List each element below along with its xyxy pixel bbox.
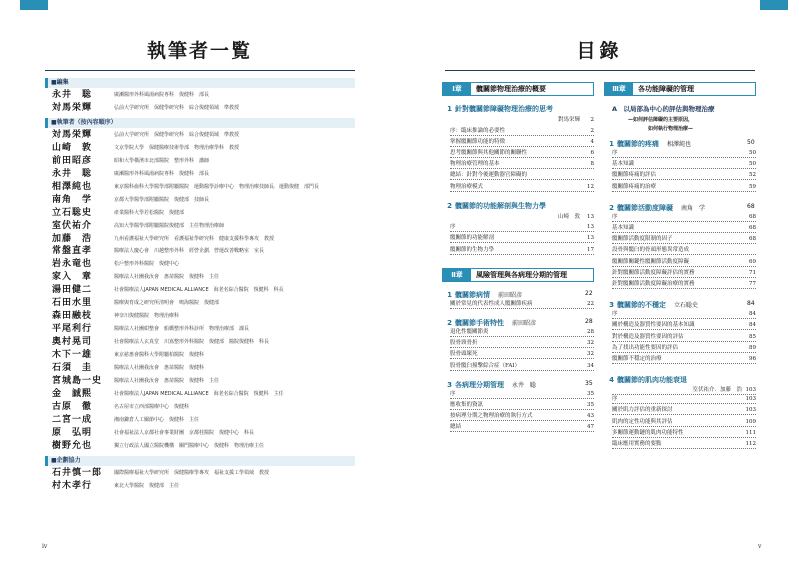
toc-entry [612, 246, 756, 255]
toc-entry [450, 423, 594, 432]
toc-entry [450, 160, 594, 169]
contributor-row [52, 168, 352, 180]
toc-entry-title: 關於常見的代表性成人髖關節疾病 [450, 300, 533, 307]
page-number-right: v [758, 543, 762, 550]
toc-entry-title: 股骨頸骨折 [450, 340, 478, 347]
chapter-number: Ⅲ章 [605, 82, 633, 96]
toc-entry [450, 138, 594, 147]
toc-entry-title: 股骨髖臼撞擊綜合症（FAI） [450, 362, 520, 369]
section-title [442, 289, 593, 300]
author-name: 對馬栄輝 [557, 117, 580, 123]
contributor-affiliation: 東京醫科齒科大學醫學部附屬醫院 運動醫學診療中心 物理治療技師長．運動復健 部門長 [114, 183, 320, 190]
toc-entry-page: 32 [587, 340, 594, 347]
toc-entry-title: 髖關節活動度限制的因子 [612, 236, 673, 243]
author-name: 前田昭彦 [498, 291, 523, 299]
toc-entry-page: 43 [587, 413, 594, 420]
contributor-affiliation: 社會醫療法人JAPAN MEDICAL ALLIANCE 海老名綜合醫院 復健科 科長 [114, 287, 284, 294]
toc-entry-title: 對於構造及器質性要因的評估 [612, 333, 684, 340]
contributor-affiliation: 社會醫療法人玄真堂 川嶌整形外科醫院 復健部 醫院復健科 科長 [114, 339, 270, 346]
section-title [604, 139, 755, 149]
right-page [400, 0, 799, 564]
contributor-name: 石須 圭 [52, 363, 93, 373]
author-page: 103 [745, 387, 756, 394]
contributor-affiliation: 醫療法人社團紺整會 船橋整形外科診所 物理治療部 課長 [114, 326, 250, 333]
toc-entry-title: 臨床應用實務的要點 [612, 441, 662, 447]
author-name: 南角 学 [681, 204, 706, 212]
toc-entry [450, 171, 594, 180]
toc-entry-title: 總結 [450, 424, 462, 431]
contributor-row [52, 271, 352, 283]
contributor-row [52, 349, 352, 361]
section-title [604, 375, 687, 385]
divider [445, 70, 755, 71]
author-name: 立石聡史 [674, 302, 699, 310]
toc-entry-title: 髖關節的生物力學 [450, 246, 495, 253]
toc-entry [612, 258, 756, 267]
toc-entry-title: 針對髖關節活動度障礙治療的實務 [612, 281, 695, 287]
section-title-text: 髖關節病情 [455, 290, 490, 299]
toc-entry [612, 235, 756, 244]
contributor-name: 古原 徹 [52, 401, 93, 412]
contributor-name: 岩永竜也 [52, 259, 93, 270]
contributor-row [52, 245, 352, 257]
toc-entry-title: 關於肌力評估的重新探討 [612, 407, 673, 414]
toc-entry-page: 17 [587, 246, 594, 253]
contributor-row [52, 129, 352, 141]
toc-entry-page: 32 [587, 351, 594, 358]
toc-entry-page: 8 [590, 161, 594, 168]
toc-entry-page: 89 [749, 344, 756, 351]
toc-entry [612, 440, 756, 449]
toc-entry-page: 13 [587, 224, 594, 231]
contributor-row [52, 297, 352, 309]
section-title-text: 髖關節的肌肉功能衰退 [617, 376, 687, 385]
chapter-header [442, 268, 594, 282]
contributor-row [52, 89, 352, 101]
author-line [612, 386, 756, 395]
toc-entry [450, 339, 594, 348]
toc-entry-page: 111 [745, 429, 756, 436]
toc-entry [612, 321, 756, 330]
page-tab-marker [20, 0, 48, 10]
contributor-affiliation: 醫療與育成之研究所清明會 鳴海醫院 復健部 [114, 300, 220, 307]
toc-entry-title: 髖關節疼痛的治療 [612, 183, 657, 190]
toc-entry-page: 84 [749, 322, 756, 329]
author-page: 22 [585, 289, 593, 297]
toc-entry-title: 序 [612, 150, 618, 156]
toc-entry-page: 13 [587, 235, 594, 242]
toc-entry [450, 246, 594, 255]
section-title-text: 髖關節的不穩定 [617, 301, 666, 310]
toc-entry [450, 127, 594, 136]
toc-entry [450, 390, 594, 399]
toc-entry-page: 103 [745, 396, 756, 403]
toc-entry [450, 234, 594, 243]
toc-entry-title: 物理治療管理的基本 [450, 161, 500, 168]
toc-entry-page: 34 [587, 362, 594, 369]
chapter-number: Ⅰ章 [443, 82, 471, 96]
section-title-text: 針對髖關節障礙物理治療的思考 [455, 105, 553, 113]
toc-entry-page: 68 [749, 225, 756, 231]
contributor-row [52, 375, 352, 387]
toc-entry [612, 149, 756, 158]
section-title [442, 104, 553, 114]
section-number: 2 [609, 203, 614, 212]
left-page-title: 執筆者一覧 [146, 40, 252, 62]
section-number: 2 [447, 201, 452, 210]
author-page: 13 [587, 213, 594, 220]
contributor-row [52, 336, 352, 348]
contributor-name: 室伏祐介 [52, 220, 93, 231]
contributor-affiliation: 社會福祉法人京都社會事業財團 京都桂醫院 復健中心 科長 [114, 429, 255, 436]
toc-entry [450, 328, 594, 337]
author-page: 84 [747, 300, 755, 308]
contributor-row [52, 480, 352, 492]
section-title-text: 髖關節的功能解剖與生物力學 [455, 201, 546, 210]
section-number: 3 [447, 380, 452, 389]
toc-entry-page: 35 [587, 390, 594, 397]
section-header: ■編集 [45, 78, 355, 88]
toc-entry-page: 2 [590, 127, 594, 134]
subsection-a-title: A 以局部為中心的評估與物理治療 [612, 105, 715, 113]
toc-entry-title: 序 [450, 390, 456, 397]
subsection-a-note: 如何執行物理治療— [648, 126, 694, 132]
contributor-name: 森田融枝 [52, 311, 93, 322]
contributor-row [52, 427, 352, 439]
contributor-row [52, 388, 352, 400]
contributor-name: 家入 章 [52, 272, 93, 283]
toc-entry-page: 59 [749, 183, 756, 190]
contributor-row [52, 142, 352, 154]
contributor-row [52, 310, 352, 322]
toc-entry [612, 344, 756, 353]
contributor-affiliation: 昭和大學橫濱市北部醫院 整形外科 講師 [114, 157, 210, 164]
section-number: 1 [447, 105, 452, 113]
author-name: 相澤純也 [667, 141, 692, 148]
toc-entry-page: 103 [745, 407, 756, 414]
contributor-name: 立石聡史 [52, 207, 93, 218]
contributor-row [52, 467, 352, 479]
author-name: 永井 聡 [512, 381, 537, 389]
author-line [450, 116, 594, 125]
toc-entry [450, 300, 594, 309]
section-number: 3 [609, 301, 614, 310]
toc-entry [612, 333, 756, 342]
toc-entry-title: 物理治療模式 [450, 183, 484, 190]
contributor-affiliation: 高知大學醫學部附屬醫院復健部 主任物理治療師 [114, 222, 225, 229]
contributor-row [52, 155, 352, 167]
contributor-name: 木下一雄 [52, 350, 93, 361]
toc-entry-title: 設骨與髖臼的骨頭形態異常造成 [612, 247, 690, 254]
toc-entry-title: 按病理分期之物理治療的執行方式 [450, 413, 533, 420]
toc-entry [612, 171, 756, 180]
chapter-number: Ⅱ章 [443, 268, 471, 282]
contributor-row [52, 284, 352, 296]
section-title-text: 各病理分期管理 [455, 380, 504, 389]
contributor-name: 二宮一成 [52, 414, 93, 425]
contributor-name: 湯田健二 [52, 285, 93, 296]
toc-entry [450, 362, 594, 371]
contributor-row [52, 181, 352, 193]
toc-entry-title: 髖關節關鍵性髖關節活動度障礙 [612, 258, 690, 265]
toc-entry-title: 總結：針對今後運動器官障礙的 [450, 172, 528, 179]
contributor-name: 平尾利行 [52, 324, 93, 335]
contributor-affiliation: 湘南鎌倉人工關節中心 復健科 主任 [114, 416, 200, 423]
toc-entry-page: 52 [749, 172, 756, 179]
toc-entry-title: 髖關節的功能解剖 [450, 235, 495, 242]
toc-entry [612, 406, 756, 415]
contributor-name: 南角 学 [52, 194, 93, 205]
toc-entry [612, 183, 756, 192]
toc-entry-page: 69 [749, 258, 756, 265]
contributor-name: 樹野允也 [52, 440, 93, 451]
toc-entry-page: 28 [587, 329, 594, 335]
divider [45, 70, 355, 71]
author-name: 山崎 敦 [557, 213, 580, 220]
contributor-name: 対馬栄輝 [52, 129, 93, 140]
contributor-name: 石井慎一郎 [52, 467, 103, 478]
toc-entry [612, 160, 756, 169]
toc-entry-page: 68 [749, 213, 756, 220]
toc-entry-title: 為了找出功能性要因的評估 [612, 344, 679, 351]
contributor-name: 石田水里 [52, 298, 93, 309]
section-number: 1 [447, 290, 452, 299]
author-page: 50 [747, 139, 755, 146]
section-header: ■執筆者（按內容順序） [45, 118, 355, 128]
toc-entry-title: 序 [612, 213, 618, 220]
contributor-name: 前田昭彦 [52, 155, 93, 166]
toc-entry-page: 109 [745, 418, 756, 425]
right-page-title: 目錄 [576, 40, 623, 62]
toc-entry [450, 149, 594, 158]
toc-entry-title: 髖關節不穩定的治療 [612, 356, 662, 362]
section-number: 2 [447, 319, 452, 327]
contributor-name: 宮城島一史 [52, 375, 103, 386]
contributor-name: 金 誠熙 [52, 388, 93, 399]
left-page [0, 0, 399, 564]
section-title-text: 髖關節活動度障礙 [617, 203, 673, 212]
chapter-title: 各功能障礙的管理 [638, 85, 694, 93]
toc-entry [612, 280, 756, 289]
subsection-a-note: —如何評估障礙的主要原因， [628, 117, 694, 123]
toc-entry-title: 思考髖關節與其他關節的關聯性 [450, 149, 528, 156]
page-tab-marker [760, 0, 788, 10]
toc-entry-page: 77 [749, 281, 756, 287]
contributor-row [52, 207, 352, 219]
toc-entry-title: 序 [612, 396, 618, 403]
toc-entry-page: 112 [745, 441, 756, 447]
toc-entry [612, 395, 756, 404]
contributor-name: 対馬栄輝 [52, 102, 93, 113]
toc-entry-page: 85 [749, 333, 756, 340]
toc-entry-page: 22 [587, 300, 594, 307]
contributor-affiliation: 弘前大学研究所 保健學研究科 綜合復健領域 準教授 [114, 104, 240, 111]
toc-entry [450, 350, 594, 359]
author-name: 前田昭彦 [512, 320, 537, 327]
toc-entry [450, 183, 594, 192]
contributor-affiliation: 醫療法人慶心會 川越整形外科 經營企劃．營運改善戰略室 室長 [114, 248, 265, 255]
contributor-affiliation: 弘前大学研究所 保健學研究科 綜合復健領域 準教授 [114, 131, 240, 138]
section-title [442, 318, 593, 328]
toc-entry [450, 412, 594, 421]
contributor-affiliation: 社會醫療法人JAPAN MEDICAL ALLIANCE 海老名綜合醫院 復健科 主任 [114, 390, 284, 397]
toc-entry-title: 髖關節疼痛的評估 [612, 172, 657, 179]
chapter-header [604, 82, 756, 96]
toc-entry-page: 50 [749, 150, 756, 156]
author-page: 35 [585, 379, 593, 387]
section-title [604, 300, 755, 310]
contributor-name: 原 弘明 [52, 427, 93, 438]
contributor-affiliation: 國際醫療福祉大學研究所 保健醫療學專攻 福祉支援工學領域 教授 [114, 469, 270, 476]
toc-entry-title: 關於構造及器質性要因的基本知識 [612, 322, 695, 329]
contributor-affiliation: 醫療法人社團我汝會 惠苗醫院 復健科 主任 [114, 274, 220, 281]
toc-entry-page: 12 [587, 183, 594, 190]
toc-entry-title: 掌握髖關節功能的特徵 [450, 138, 506, 145]
toc-entry [612, 429, 756, 438]
contributor-name: 加藤 浩 [52, 233, 93, 244]
contributor-affiliation: 獨立行政法人國立醫院機構 關門醫療中心 復健科 物理治療主任 [114, 442, 265, 449]
page-number-left: iv [42, 543, 48, 550]
toc-entry-title: 基本知識 [612, 225, 635, 231]
contributor-affiliation: 廣瀬醫形外科風湯病院専科 復健科 部長 [114, 92, 210, 98]
author-name: 室伏祐介．加藤 浩 [692, 387, 742, 394]
chapter-title: 風險管理與各病理分期的管理 [476, 270, 567, 279]
contributor-row [52, 102, 352, 114]
contributor-affiliation: 東北大學醫院 復健部 主任 [114, 482, 180, 489]
contributor-affiliation: 醫療法人社團我汝會 惠苗醫院 復健科 [114, 365, 205, 371]
contributor-name: 常盤直孝 [52, 246, 93, 257]
section-title-text: 髖關節手術特性 [455, 319, 504, 327]
toc-entry [612, 213, 756, 222]
toc-entry-page: 35 [587, 402, 594, 408]
contributor-affiliation: 東京慈惠會醫科大學附屬柏醫院 復健科 [114, 352, 205, 359]
contributor-name: 永井 聡 [52, 168, 93, 179]
contributor-affiliation: 九州看護福祉大學研究所 看護福祉學研究科 健康支援科學專攻 教授 [114, 235, 275, 242]
contributor-name: 村木孝行 [52, 480, 93, 491]
toc-entry-title: 序：臨床推論的必要性 [450, 127, 506, 134]
author-page: 68 [747, 202, 755, 210]
toc-entry [612, 224, 756, 233]
toc-entry-page: 6 [590, 149, 594, 156]
contributor-row [52, 362, 352, 374]
toc-entry-page: 96 [749, 356, 756, 362]
toc-entry-page: 50 [749, 161, 756, 168]
contributor-row [52, 194, 352, 206]
contributor-affiliation: 醫療法人社團我汝會 惠苗醫院 復健科 主任 [114, 377, 220, 384]
contributor-row [52, 414, 352, 426]
toc-entry-title: 多關節運動鏈的肌肉功能特性 [612, 429, 684, 436]
toc-entry [612, 310, 756, 319]
section-header: ■企劃協力 [45, 456, 355, 466]
author-line [450, 213, 594, 222]
contributor-row [52, 401, 352, 413]
section-title [442, 379, 593, 390]
toc-entry [612, 418, 756, 427]
contributor-affiliation: 名古屋市立西部醫療中心 復健科 [114, 403, 190, 410]
section-title [442, 201, 546, 211]
toc-entry [450, 401, 594, 410]
contributor-name: 山崎 敦 [52, 142, 93, 153]
section-title [604, 202, 755, 213]
toc-entry-title: 股骨頭壞死 [450, 351, 478, 358]
contributor-name: 相澤純也 [52, 181, 93, 192]
contributor-row [52, 323, 352, 335]
toc-entry-page: 47 [587, 424, 594, 431]
contributor-row [52, 233, 352, 245]
contributor-affiliation: 文京學院大學 保健醫療技術學部 物理治療學科 教授 [114, 144, 240, 151]
toc-entry-title: 序 [450, 224, 456, 231]
contributor-row [52, 220, 352, 232]
toc-entry-page: 4 [590, 138, 594, 145]
toc-entry-title: 應收集的資訊 [450, 402, 484, 408]
toc-entry-title: 基本知識 [612, 161, 635, 168]
contributor-affiliation: 松戶整形外科醫院 復健中心 [114, 261, 180, 268]
toc-entry-title: 肌肉的定性功能與其評估 [612, 418, 673, 425]
toc-entry [450, 223, 594, 232]
author-wrap [558, 213, 580, 221]
chapter-header [442, 82, 594, 96]
author-page: 28 [585, 318, 593, 325]
contributor-affiliation: 神奈川復健醫院 物理治療科 [114, 313, 180, 320]
toc-entry-page: 84 [749, 311, 756, 318]
contributor-affiliation: 廣瀬醫形外科風湯病院専科 復健科 部長 [114, 170, 210, 177]
contributor-name: 永井 聡 [52, 90, 93, 100]
contributor-affiliation: 京都大學醫學部附屬醫院 復健部 技師長 [114, 196, 210, 203]
toc-entry-page: 68 [749, 236, 756, 243]
toc-entry [612, 355, 756, 364]
toc-entry-title: 序 [612, 311, 618, 318]
contributor-row [52, 440, 352, 452]
section-number: 4 [609, 376, 614, 385]
toc-entry-title: 退化性髖關節炎 [450, 329, 489, 335]
contributor-name: 奥村晃司 [52, 337, 93, 348]
toc-entry [612, 269, 756, 278]
author-wrap [558, 116, 580, 124]
contributor-affiliation: 產業醫科大學若松醫院 復健部 [114, 209, 185, 216]
toc-entry-title: 針對髖關節活動度障礙評估的實務 [612, 269, 695, 276]
contributor-row [52, 258, 352, 270]
section-title-text: 髖關節的疼痛 [617, 140, 659, 148]
author-page: 2 [590, 117, 594, 123]
toc-entry-page: 71 [749, 269, 756, 276]
section-number: 1 [609, 140, 614, 148]
chapter-title: 髖關節物理治療的概要 [476, 85, 546, 93]
